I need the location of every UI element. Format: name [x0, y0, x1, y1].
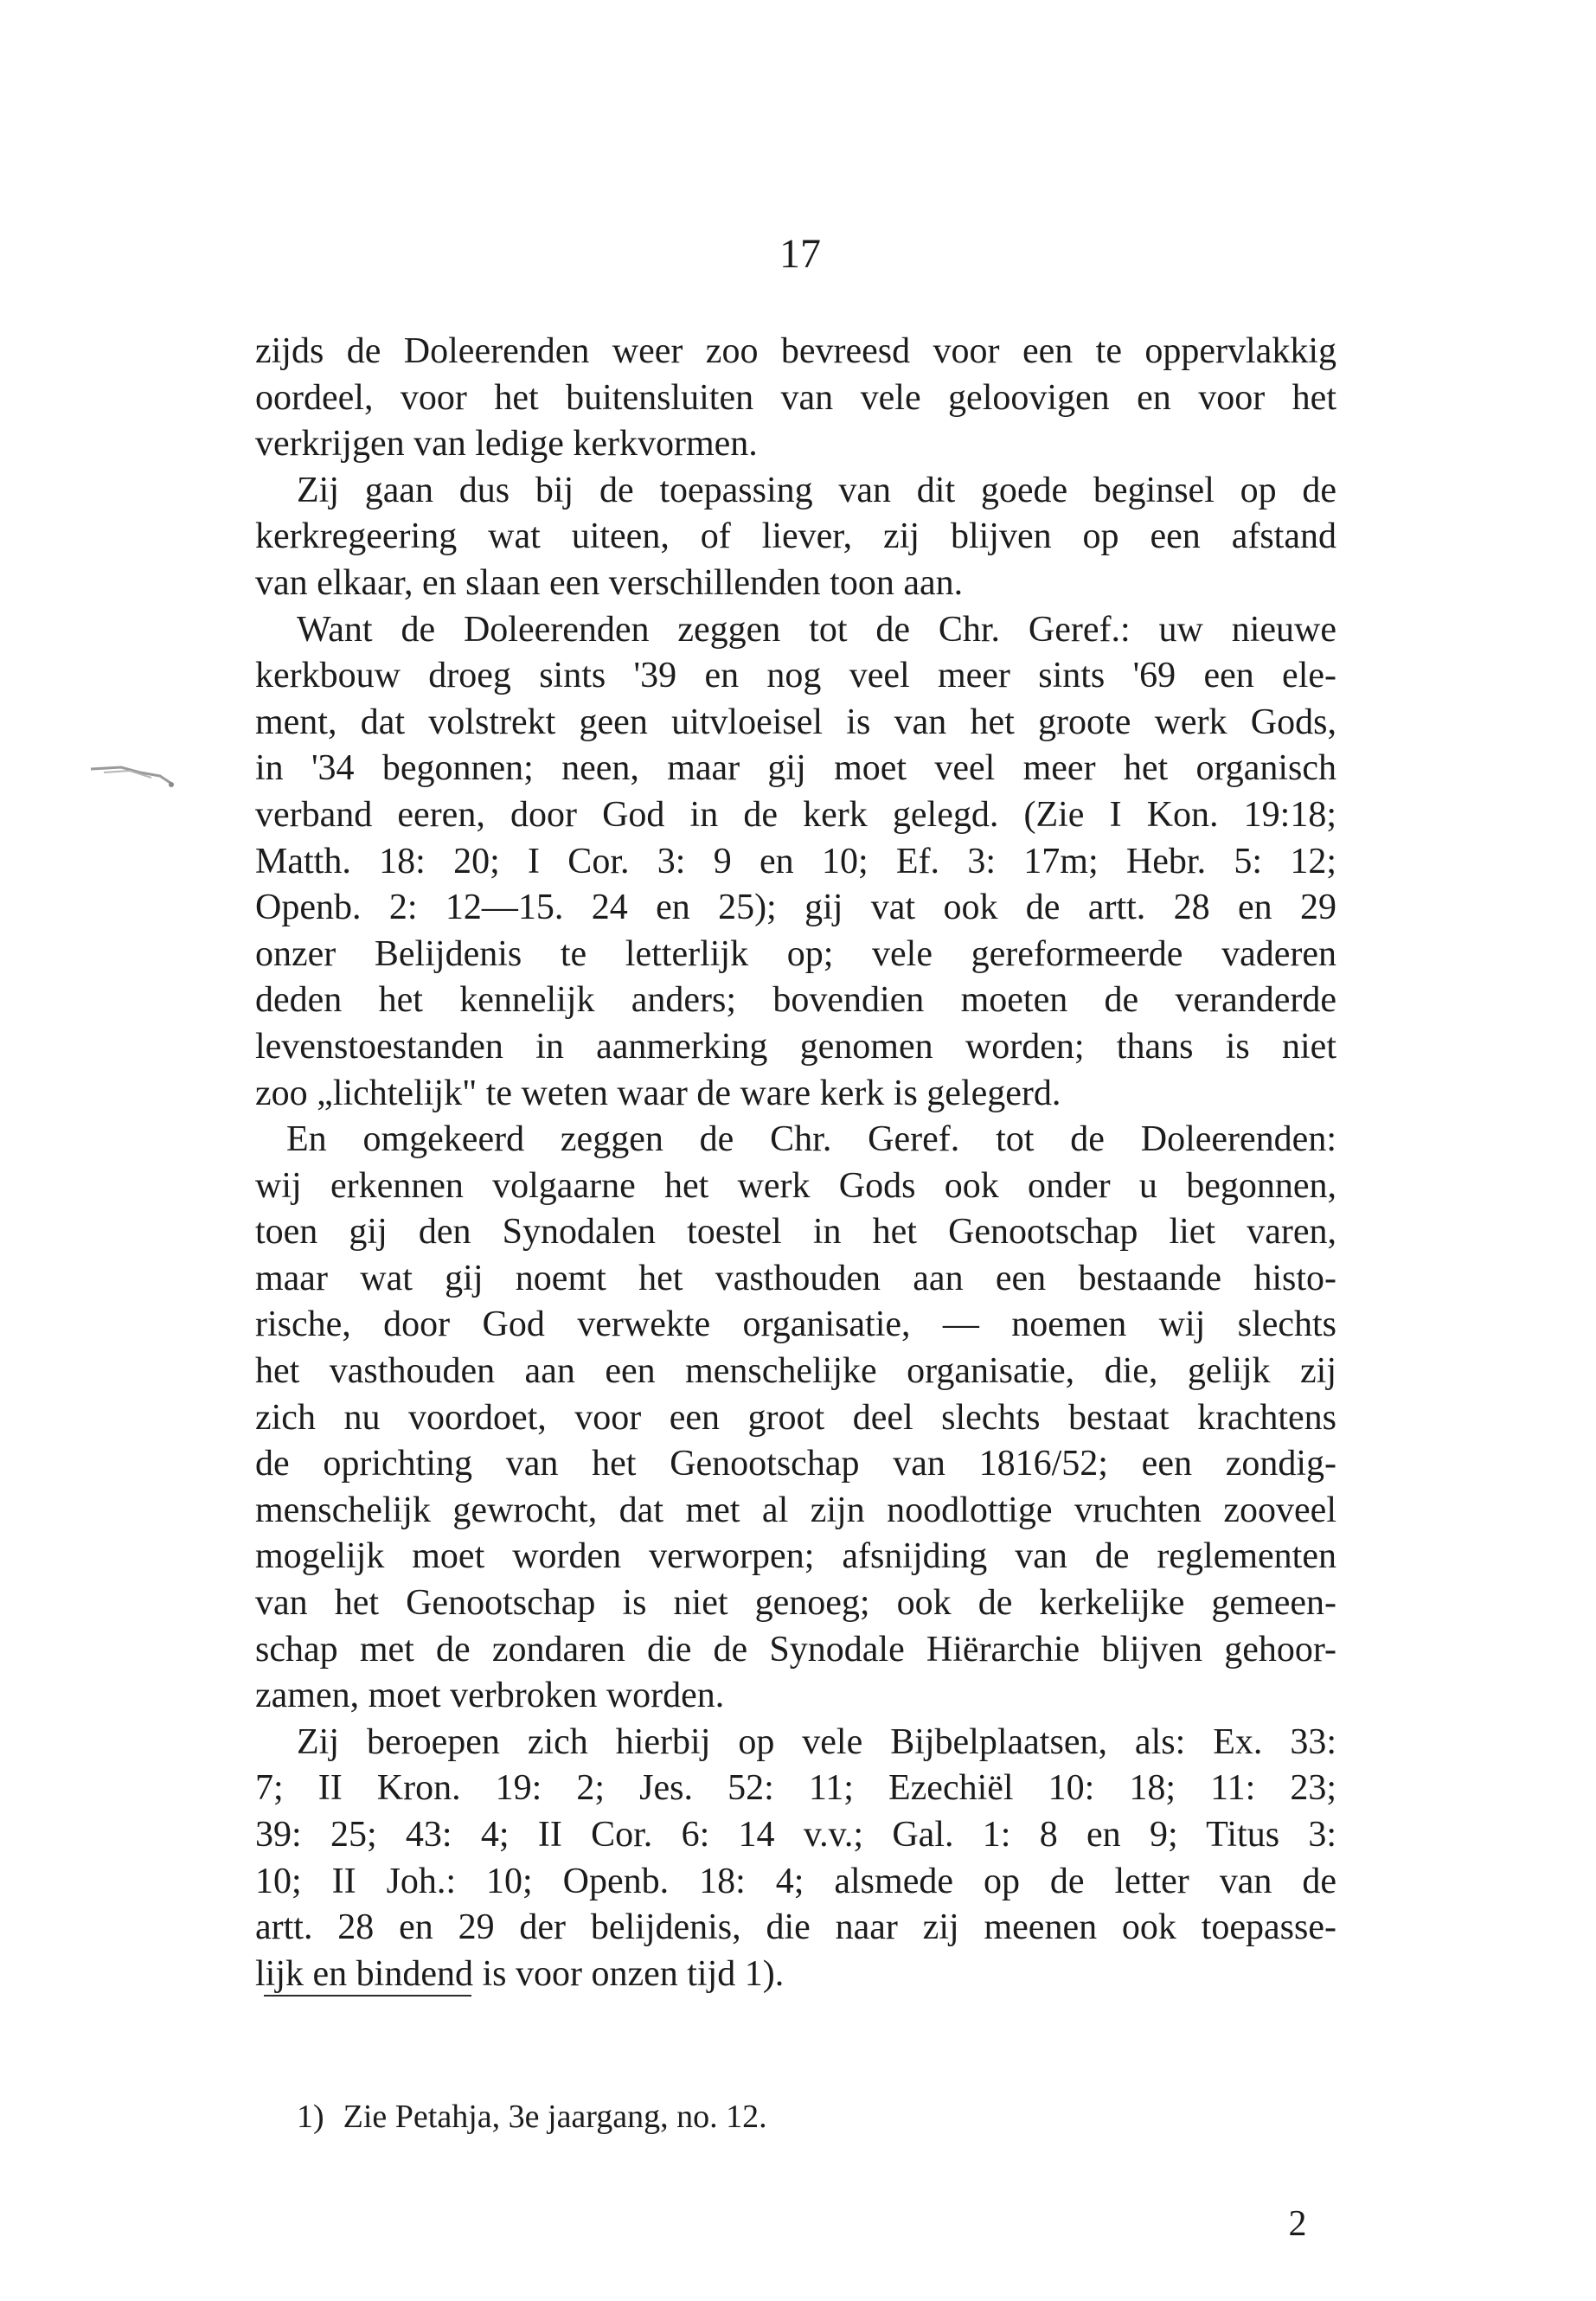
text-line: oordeel, voor het buitensluiten van vele geloovigen en voor het	[255, 377, 1336, 418]
text-line: 10; II Joh.: 10; Openb. 18: 4; alsmede op de letter van de	[255, 1861, 1336, 1901]
text-line: zamen, moet verbroken worden.	[255, 1676, 725, 1716]
body-text	[255, 329, 1336, 1997]
text-line: Want de Doleerenden zeggen tot de Chr. Geref.: uw nieuwe	[297, 609, 1336, 650]
text-line: schap met de zondaren die de Synodale Hiërarchie blijven gehoor-	[255, 1629, 1336, 1670]
text-line: van het Genootschap is niet genoeg; ook de kerkelijke gemeen-	[255, 1583, 1336, 1624]
text-line: wij erkennen volgaarne het werk Gods ook onder u begonnen,	[255, 1165, 1336, 1206]
text-line: 39: 25; 43: 4; II Cor. 6: 14 v.v.; Gal. 1: 8 en 9; Titus 3:	[255, 1815, 1336, 1855]
text-line: het vasthouden aan een menschelijke organisatie, die, gelijk zij	[255, 1351, 1336, 1392]
footnote-text: Zie Petahja, 3e jaargang, no. 12.	[343, 2099, 767, 2135]
text-line: Zij beroepen zich hierbij op vele Bijbelplaatsen, als: Ex. 33:	[297, 1721, 1336, 1762]
text-line: verkrijgen van ledige kerkvormen.	[255, 424, 758, 465]
footnote-marker: 1)	[297, 2099, 324, 2135]
page-number: 17	[779, 231, 821, 277]
text-line: kerkregeering wat uiteen, of liever, zij blijven op een afstand	[255, 516, 1336, 557]
text-line: Matth. 18: 20; I Cor. 3: 9 en 10; Ef. 3: 17m; Hebr. 5: 12;	[255, 841, 1336, 881]
text-line: Openb. 2: 12—15. 24 en 25); gij vat ook de artt. 28 en 29	[255, 888, 1336, 928]
text-line: 7; II Kron. 19: 2; Jes. 52: 11; Ezechiël 10: 18; 11: 23;	[255, 1768, 1336, 1809]
footnote	[297, 2100, 1075, 2133]
text-line: lijk en bindend is voor onzen tijd 1).	[255, 1953, 785, 1994]
signature-mark: 2	[1288, 2204, 1307, 2244]
text-line: levenstoestanden in aanmerking genomen worden; thans is niet	[255, 1026, 1336, 1067]
margin-ink-mark	[87, 757, 182, 792]
text-line: deden het kennelijk anders; bovendien moeten de veranderde	[255, 980, 1336, 1021]
text-line: van elkaar, en slaan een verschillenden toon aan.	[255, 562, 964, 603]
text-line: zijds de Doleerenden weer zoo bevreesd voor een te oppervlakkig	[255, 331, 1336, 371]
text-line: de oprichting van het Genootschap van 1816/52; een zondig-	[255, 1444, 1336, 1484]
text-line: toen gij den Synodalen toestel in het Genootschap liet varen,	[255, 1212, 1336, 1253]
text-line: Zij gaan dus bij de toepassing van dit goede beginsel op de	[297, 470, 1336, 510]
text-line: verband eeren, door God in de kerk gelegd. (Zie I Kon. 19:18;	[255, 794, 1336, 835]
text-line: ment, dat volstrekt geen uitvloeisel is van het groote werk Gods,	[255, 702, 1336, 742]
text-line: onzer Belijdenis te letterlijk op; vele gereformeerde vaderen	[255, 933, 1336, 974]
text-line: mogelijk moet worden verworpen; afsnijding van de reglementen	[255, 1536, 1336, 1577]
text-line: maar wat gij noemt het vasthouden aan een bestaande histo-	[255, 1258, 1336, 1298]
text-line: rische, door God verwekte organisatie, — noemen wij slechts	[255, 1304, 1336, 1345]
footnote-divider	[264, 1995, 471, 1997]
text-line: zich nu voordoet, voor een groot deel slechts bestaat krachtens	[255, 1397, 1336, 1438]
text-line: kerkbouw droeg sints '39 en nog veel meer sints '69 een ele-	[255, 656, 1336, 696]
text-line: in '34 begonnen; neen, maar gij moet veel meer het organisch	[255, 748, 1336, 789]
text-line: artt. 28 en 29 der belijdenis, die naar zij meenen ook toepasse-	[255, 1907, 1336, 1948]
text-line: menschelijk gewrocht, dat met al zijn noodlottige vruchten zooveel	[255, 1490, 1336, 1530]
text-line: zoo „lichtelijk" te weten waar de ware kerk is gelegerd.	[255, 1073, 1061, 1113]
text-line: En omgekeerd zeggen de Chr. Geref. tot de Doleerenden:	[286, 1119, 1336, 1160]
